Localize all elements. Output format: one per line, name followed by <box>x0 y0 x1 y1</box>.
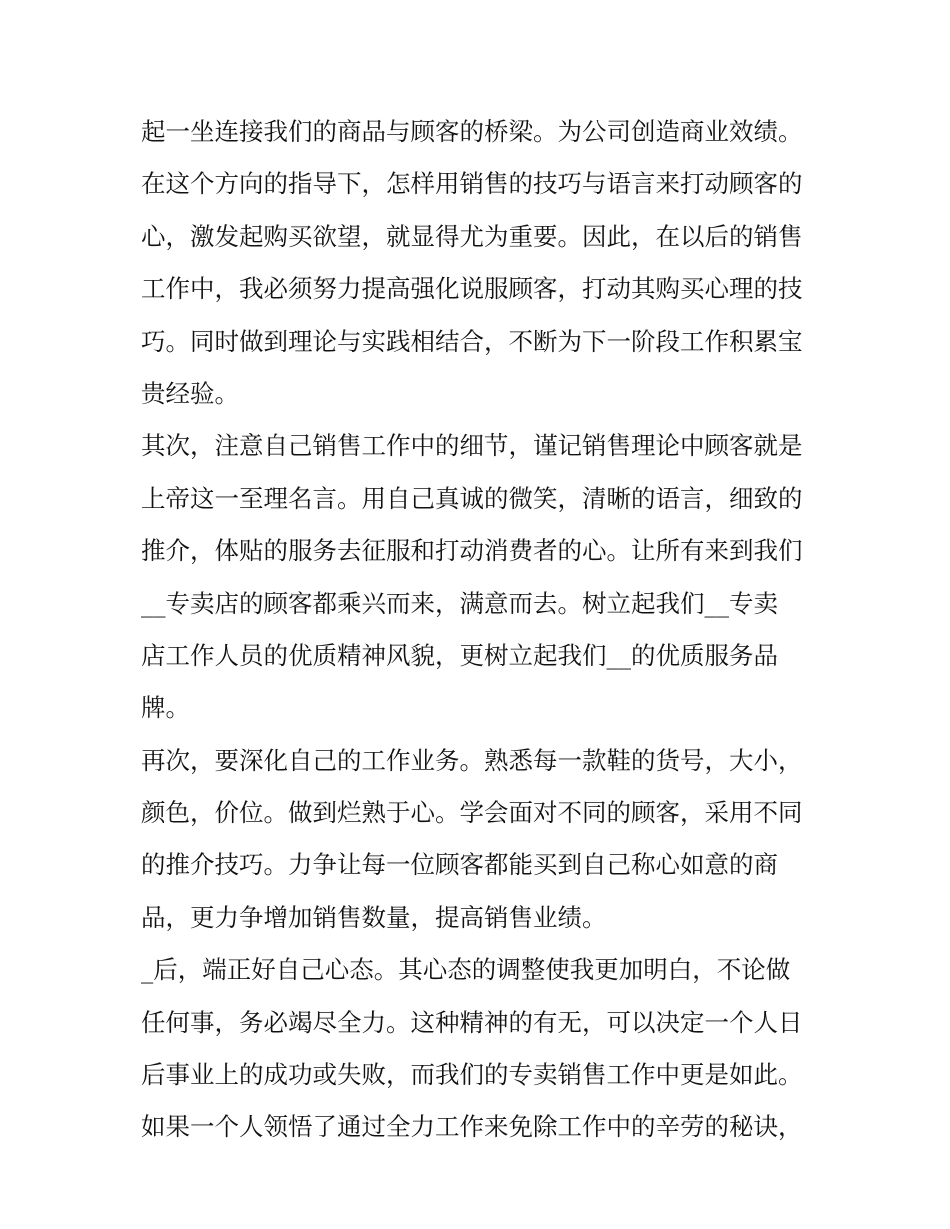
text-line: __专卖店的顾客都乘兴而来，满意而去。树立起我们__专卖 <box>141 588 778 618</box>
text-line: 牌。 <box>141 693 190 723</box>
text-line: 其次，注意自己销售工作中的细节，谨记销售理论中顾客就是 <box>141 431 803 461</box>
text-line: 心，激发起购买欲望，就显得尤为重要。因此，在以后的销售 <box>141 221 803 251</box>
text-line: 任何事，务必竭尽全力。这种精神的有无，可以决定一个人日 <box>141 1007 803 1037</box>
text-line: 店工作人员的优质精神风貌，更树立起我们__的优质服务品 <box>141 640 778 670</box>
text-line: 贵经验。 <box>141 378 239 408</box>
text-line: 如果一个人领悟了通过全力工作来免除工作中的辛劳的秘诀， <box>141 1112 803 1142</box>
text-line: 上帝这一至理名言。用自己真诚的微笑，清晰的语言，细致的 <box>141 483 803 513</box>
text-line: 后事业上的成功或失败，而我们的专卖销售工作中更是如此。 <box>141 1060 803 1090</box>
text-line: 起一坐连接我们的商品与顾客的桥梁。为公司创造商业效绩。 <box>141 117 803 146</box>
text-line: 颜色，价位。做到烂熟于心。学会面对不同的顾客，采用不同 <box>141 798 803 828</box>
text-line: 在这个方向的指导下，怎样用销售的技巧与语言来打动顾客的 <box>141 169 803 199</box>
text-line: 巧。同时做到理论与实践相结合，不断为下一阶段工作积累宝 <box>141 326 803 356</box>
text-line: 再次，要深化自己的工作业务。熟悉每一款鞋的货号，大小， <box>141 745 803 775</box>
document-body <box>141 106 831 1154</box>
text-line: 工作中，我必须努力提高强化说服顾客，打动其购买心理的技 <box>141 274 803 304</box>
text-line: 推介，体贴的服务去征服和打动消费者的心。让所有来到我们 <box>141 536 803 566</box>
text-line: 品，更力争增加销售数量，提高销售业绩。 <box>141 902 607 932</box>
text-line: _后，端正好自己心态。其心态的调整使我更加明白，不论做 <box>141 955 791 985</box>
text-line: 的推介技巧。力争让每一位顾客都能买到自己称心如意的商 <box>141 850 778 880</box>
